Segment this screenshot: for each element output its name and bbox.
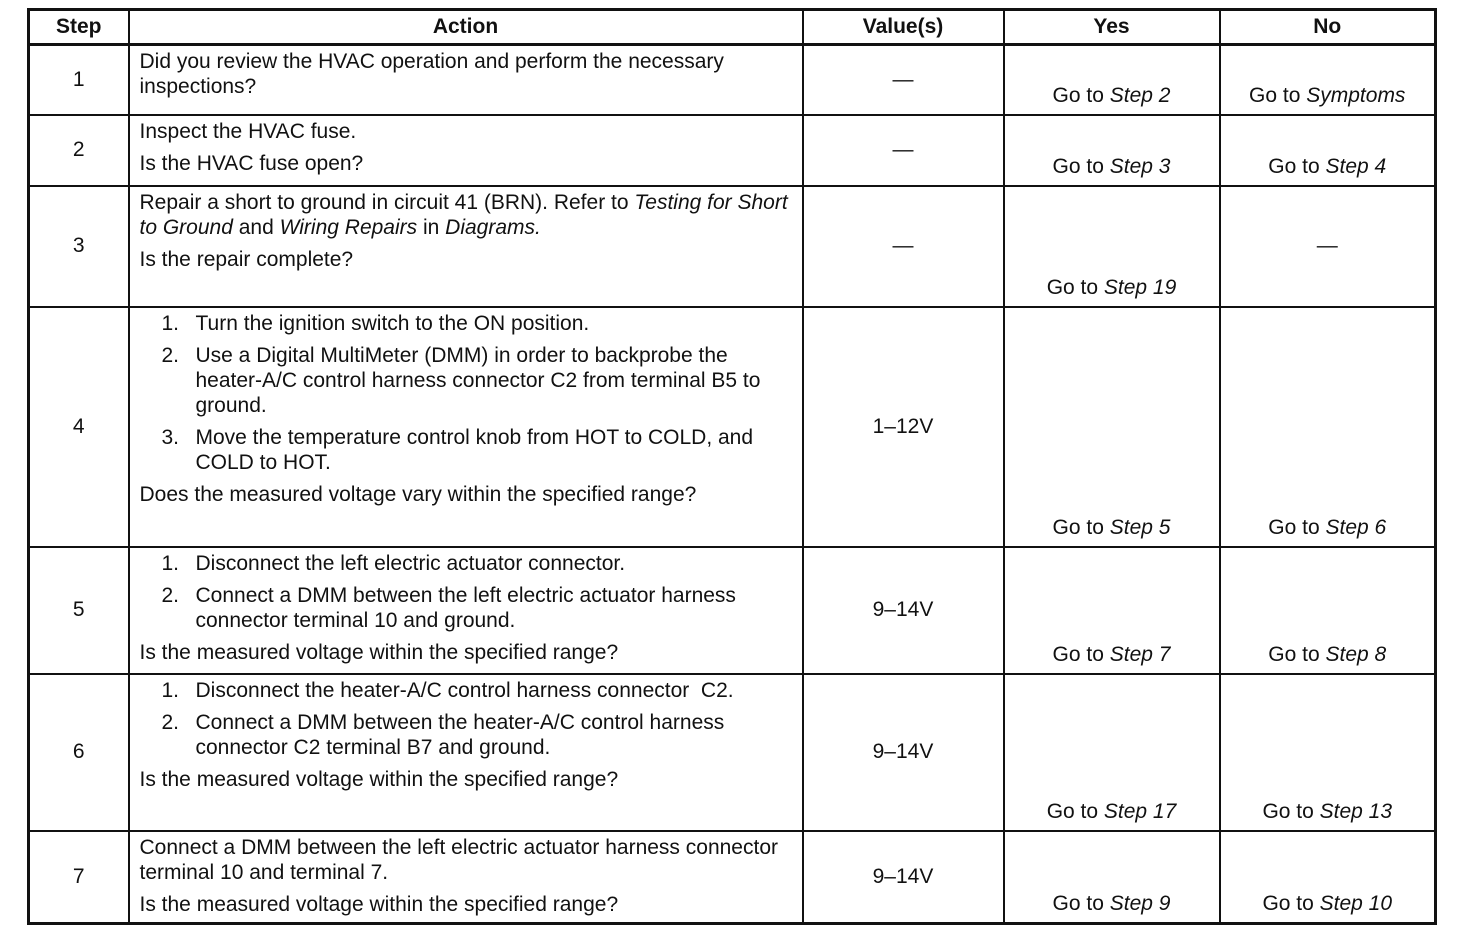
reference-link: Wiring Repairs (279, 215, 418, 239)
step-number: 1 (29, 45, 129, 115)
action-cell (129, 186, 803, 307)
yes-prefix: Go to (1052, 83, 1110, 107)
header-yes: Yes (1004, 10, 1220, 45)
yes-prefix: Go to (1052, 515, 1110, 539)
list-item-text: Turn the ignition switch to the ON position. (195, 311, 590, 335)
step-number: 5 (29, 547, 129, 674)
list-item (140, 678, 792, 703)
action-text: Did you review the HVAC operation and perform the necessary inspections? (139, 50, 724, 98)
list-item-text: Use a Digital MultiMeter (DMM) in order to backprobe the heater-A/C control harness connector C2 from terminal B5 to ground. (195, 343, 761, 417)
table-row (29, 547, 1436, 674)
step-number: 2 (29, 115, 129, 186)
no-cell (1220, 547, 1436, 674)
action-question: Is the repair complete? (139, 247, 354, 271)
no-prefix: Go to (1268, 515, 1326, 539)
list-item-number: 2. (161, 583, 180, 607)
no-target: Step 10 (1319, 892, 1393, 915)
action-question: Does the measured voltage vary within the specified range? (139, 482, 697, 506)
yes-target: Step 17 (1103, 799, 1177, 823)
value-cell: — (803, 45, 1004, 115)
value-cell: 9–14V (803, 831, 1004, 924)
list-item (140, 311, 792, 336)
list-item-text: Disconnect the left electric actuator connector. (195, 551, 626, 575)
table-row (29, 307, 1436, 547)
action-text: Inspect the HVAC fuse. (139, 119, 357, 143)
list-item-number: 1. (161, 551, 180, 575)
yes-cell (1004, 307, 1220, 547)
list-item-text: Move the temperature control knob from HOT to COLD, and COLD to HOT. (195, 425, 754, 474)
step-number: 6 (29, 674, 129, 831)
step-number: 3 (29, 186, 129, 307)
value-cell: — (803, 186, 1004, 307)
table-row (29, 674, 1436, 831)
no-prefix: Go to (1249, 83, 1307, 107)
no-cell (1220, 831, 1436, 924)
yes-prefix: Go to (1052, 154, 1110, 178)
value-cell: 1–12V (803, 307, 1004, 547)
action-question: Is the measured voltage within the specified range? (139, 892, 619, 916)
no-prefix: Go to (1262, 892, 1320, 915)
header-step: Step (29, 10, 129, 45)
action-cell (129, 307, 803, 547)
list-item-text: Disconnect the heater-A/C control harness connector C2. (195, 678, 734, 702)
no-cell (1220, 307, 1436, 547)
yes-cell (1004, 45, 1220, 115)
action-steps (140, 311, 792, 475)
action-cell (129, 547, 803, 674)
list-item-number: 2. (161, 710, 180, 734)
action-text: Connect a DMM between the left electric actuator harness connector terminal 10 and terminal 7. (139, 835, 778, 884)
action-steps (140, 678, 792, 760)
yes-cell (1004, 186, 1220, 307)
no-target: Step 4 (1325, 154, 1387, 178)
no-prefix: Go to (1262, 799, 1320, 823)
table-row (29, 45, 1436, 115)
list-item (140, 583, 792, 633)
step-number: 4 (29, 307, 129, 547)
diagnostic-table (27, 8, 1437, 925)
list-item-text: Connect a DMM between the left electric actuator harness connector terminal 10 and ground. (195, 583, 736, 632)
yes-cell (1004, 674, 1220, 831)
header-no: No (1220, 10, 1436, 45)
action-cell (129, 45, 803, 115)
yes-target: Step 3 (1109, 154, 1171, 178)
reference-link: Diagrams. (445, 215, 541, 239)
list-item (140, 551, 792, 576)
header-values: Value(s) (803, 10, 1004, 45)
no-target: Step 6 (1325, 515, 1387, 539)
list-item-number: 1. (161, 678, 180, 702)
no-cell (1220, 674, 1436, 831)
yes-cell (1004, 547, 1220, 674)
action-question: Is the measured voltage within the specified range? (139, 767, 619, 791)
table-row (29, 115, 1436, 186)
list-item-number: 3. (161, 425, 180, 449)
action-cell (129, 674, 803, 831)
yes-prefix: Go to (1052, 892, 1110, 915)
action-cell (129, 831, 803, 924)
yes-target: Step 9 (1109, 892, 1171, 915)
table-row (29, 186, 1436, 307)
no-cell: — (1220, 186, 1436, 307)
yes-prefix: Go to (1046, 275, 1104, 299)
no-prefix: Go to (1268, 642, 1326, 666)
action-text-part: Repair a short to ground in circuit 41 (BRN). Refer to (139, 190, 635, 214)
no-target: Step 8 (1325, 642, 1387, 666)
yes-target: Step 2 (1109, 83, 1171, 107)
yes-target: Step 5 (1109, 515, 1171, 539)
list-item (140, 425, 792, 475)
action-text (140, 190, 792, 240)
action-question: Is the measured voltage within the specified range? (139, 640, 619, 664)
list-item-number: 2. (161, 343, 180, 367)
action-question: Is the HVAC fuse open? (139, 151, 364, 175)
no-target: Symptoms (1306, 83, 1406, 107)
no-cell (1220, 115, 1436, 186)
header-row (29, 10, 1436, 45)
value-cell: — (803, 115, 1004, 186)
action-steps (140, 551, 792, 633)
step-number: 7 (29, 831, 129, 924)
yes-target: Step 7 (1109, 642, 1171, 666)
list-item-text: Connect a DMM between the heater-A/C control harness connector C2 terminal B7 and ground. (195, 710, 725, 759)
no-prefix: Go to (1268, 154, 1326, 178)
list-item (140, 343, 792, 418)
yes-prefix: Go to (1046, 799, 1104, 823)
reference-link: Testing for Short to Ground (139, 190, 788, 239)
list-item (140, 710, 792, 760)
no-cell (1220, 45, 1436, 115)
action-text-part: in (417, 215, 446, 239)
value-cell: 9–14V (803, 547, 1004, 674)
yes-cell (1004, 115, 1220, 186)
action-text-part: and (232, 215, 280, 239)
header-action: Action (129, 10, 803, 45)
no-target: Step 13 (1319, 799, 1393, 823)
list-item-number: 1. (161, 311, 180, 335)
value-cell: 9–14V (803, 674, 1004, 831)
yes-prefix: Go to (1052, 642, 1110, 666)
table-row (29, 831, 1436, 924)
yes-target: Step 19 (1103, 275, 1177, 299)
yes-cell (1004, 831, 1220, 924)
action-cell (129, 115, 803, 186)
